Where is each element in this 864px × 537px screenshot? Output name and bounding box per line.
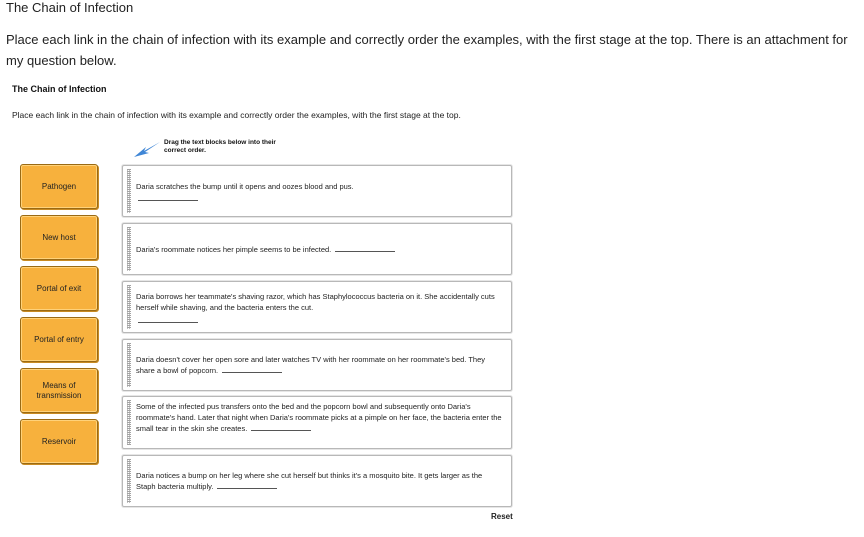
example-text: Daria doesn't cover her open sore and later watches TV with her roommate on her roommate's bed. They share a bowl of popcorn. — [136, 355, 486, 375]
drag-handle-icon[interactable] — [127, 400, 131, 445]
label-reservoir[interactable]: Reservoir — [20, 419, 98, 464]
example-block-2[interactable] — [122, 223, 512, 275]
answer-blank — [217, 487, 277, 489]
example-text: Daria scratches the bump until it opens and oozes blood and pus. — [136, 182, 354, 191]
label-means-of-transmission[interactable]: Means of transmission — [20, 368, 98, 413]
drag-handle-icon[interactable] — [127, 343, 131, 387]
label-portal-of-exit[interactable]: Portal of exit — [20, 266, 98, 311]
example-block-6[interactable] — [122, 455, 512, 507]
answer-blank — [138, 322, 198, 323]
example-text: Some of the infected pus transfers onto the bed and the popcorn bowl and subsequently onto Daria's roommate's hand. Later that night when Daria's roommate picks at a pimple on her face, the bacteria enter the small tear in the skin she creates. — [136, 402, 502, 433]
answer-blank — [222, 371, 282, 373]
question-title: The Chain of Infection — [6, 0, 134, 15]
drag-hint: Drag the text blocks below into their correct order. — [164, 139, 276, 154]
attachment-title: The Chain of Infection — [12, 84, 107, 94]
answer-blank — [335, 250, 395, 252]
answer-blank — [138, 200, 198, 201]
question-text: Place each link in the chain of infection with its example and correctly order the examples, with the first stage at the top. There is an attachment for my question below. — [6, 32, 848, 68]
example-text: Daria borrows her teammate's shaving razor, which has Staphylococcus bacteria on it. She accidentally cuts herself while shaving, and the bacteria enters the cut. — [136, 292, 495, 312]
example-block-5[interactable] — [122, 396, 512, 449]
example-block-3[interactable] — [122, 281, 512, 333]
example-text: Daria notices a bump on her leg where she cut herself but thinks it's a mosquito bite. It gets larger as the Staph bacteria multiply. — [136, 471, 483, 491]
example-block-1[interactable] — [122, 165, 512, 217]
example-block-4[interactable] — [122, 339, 512, 391]
example-text: Daria's roommate notices her pimple seems to be infected. — [136, 245, 332, 254]
drag-handle-icon[interactable] — [127, 169, 131, 213]
label-pathogen[interactable]: Pathogen — [20, 164, 98, 209]
drag-handle-icon[interactable] — [127, 227, 131, 271]
answer-blank — [251, 429, 311, 431]
reset-button[interactable]: Reset — [491, 512, 513, 521]
label-portal-of-entry[interactable]: Portal of entry — [20, 317, 98, 362]
drag-handle-icon[interactable] — [127, 285, 131, 329]
attachment-instructions: Place each link in the chain of infection with its example and correctly order the examples, with the first stage at the top. — [12, 110, 461, 120]
drag-handle-icon[interactable] — [127, 459, 131, 503]
drag-hint-arrow-icon — [132, 139, 162, 163]
label-new-host[interactable]: New host — [20, 215, 98, 260]
